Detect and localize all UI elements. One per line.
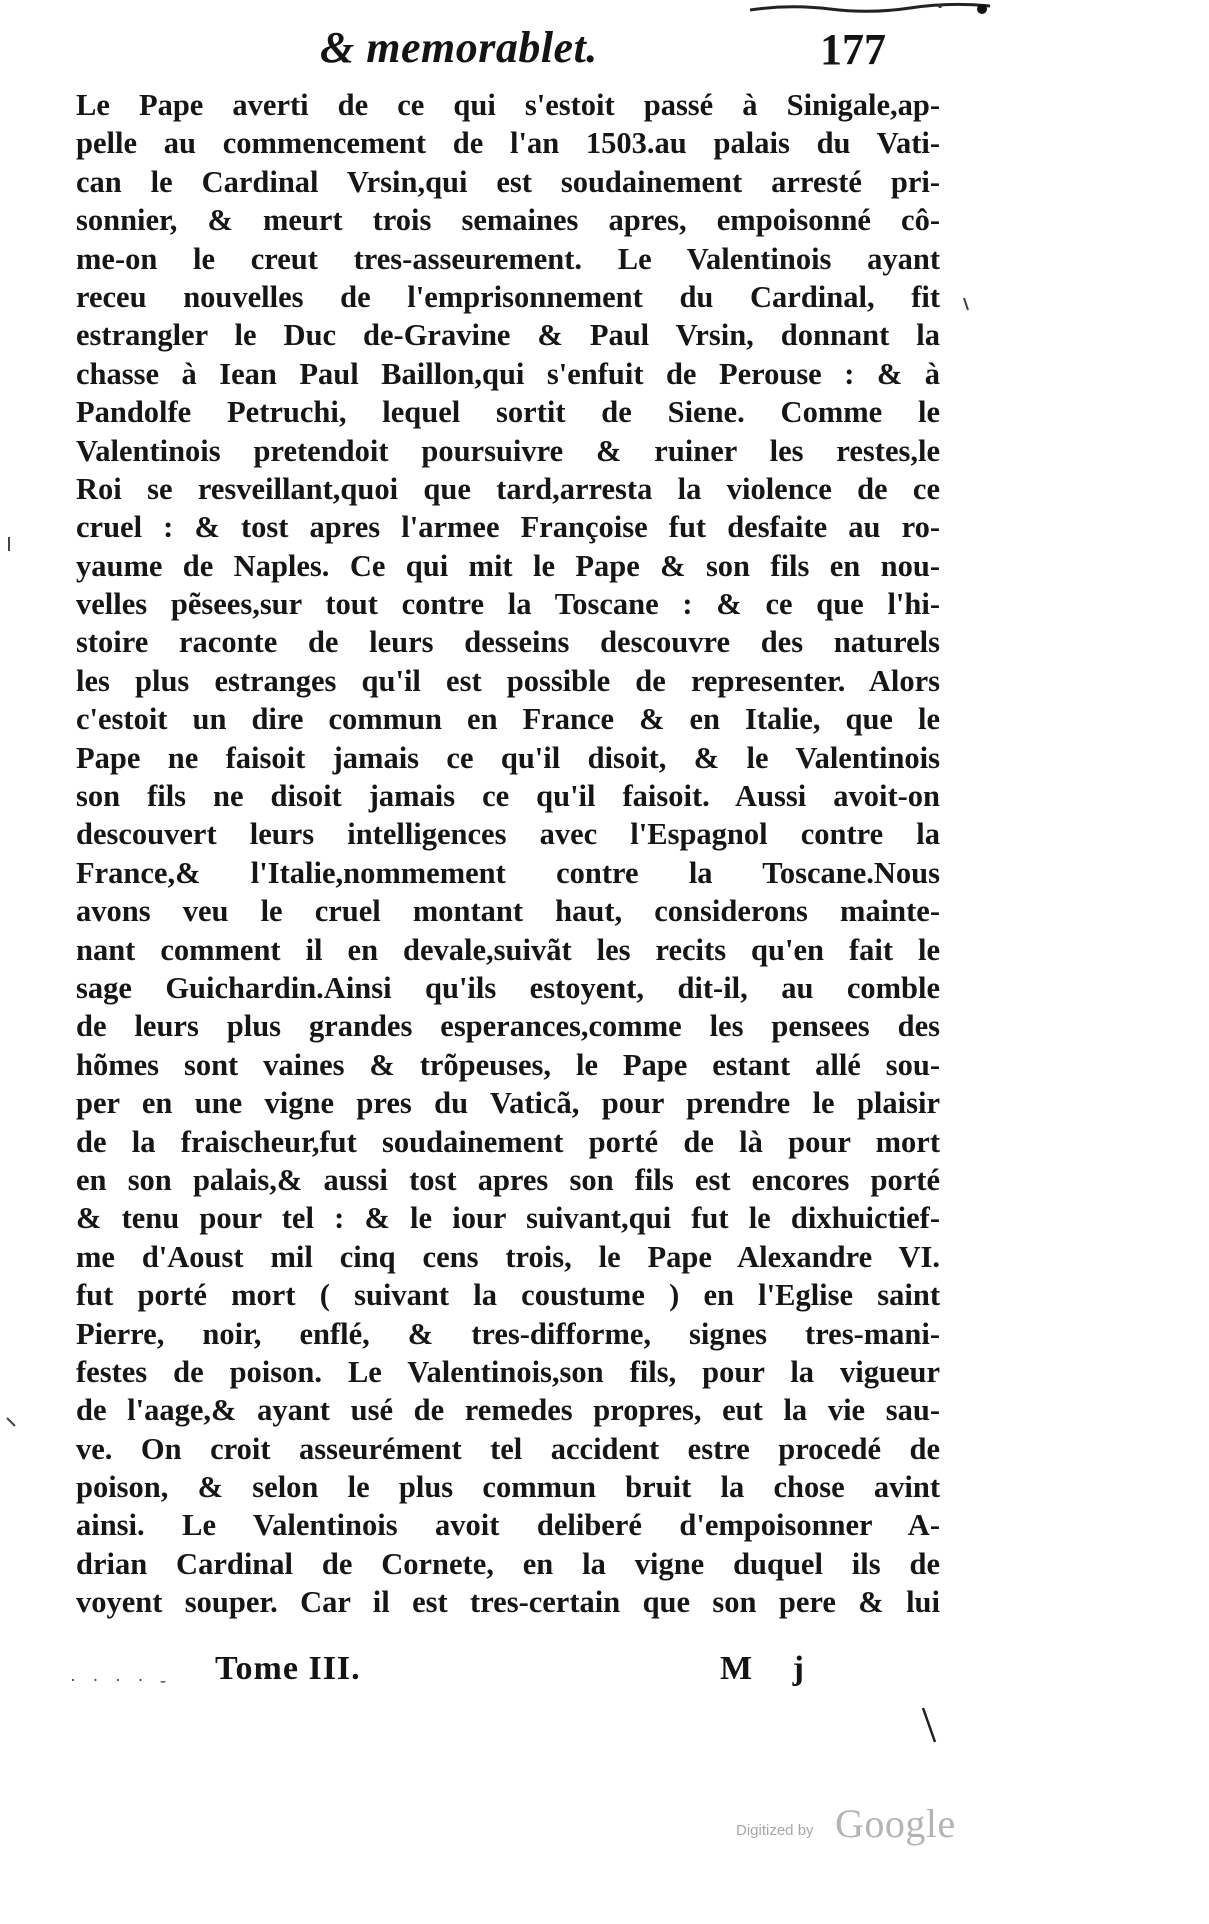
top-scan-smudge	[750, 0, 1000, 18]
text-line: & tenu pour tel : & le iour suivant,qui fut le dixhuictief-	[76, 1201, 940, 1236]
footer-signature-mark: M j	[720, 1650, 820, 1687]
text-line: per en une vigne pres du Vaticã, pour prendre le plaisir	[76, 1086, 940, 1121]
text-line: cruel : & tost apres l'armee Françoise fut desfaite au ro-	[76, 510, 940, 545]
text-line: can le Cardinal Vrsin,qui est soudainement arresté pri-	[76, 164, 940, 199]
text-line: son fils ne disoit jamais ce qu'il faisoit. Aussi avoit-on	[76, 779, 940, 814]
text-line: hõmes sont vaines & trõpeuses, le Pape estant allé sou-	[76, 1047, 940, 1082]
text-line: me-on le creut tres-asseurement. Le Valentinois ayant	[76, 241, 940, 276]
digitized-by-google-watermark	[736, 1800, 996, 1848]
text-line: nant comment il en devale,suivãt les recits qu'en fait le	[76, 932, 940, 967]
footer-signature: Tome III.	[215, 1650, 361, 1687]
text-line: stoire raconte de leurs desseins descouvre des naturels	[76, 625, 940, 660]
text-line: ve. On croit asseurément tel accident estre procedé de	[76, 1431, 940, 1466]
text-line: en son palais,& aussi tost apres son fils est encores porté	[76, 1162, 940, 1197]
text-line: festes de poison. Le Valentinois,son fils, pour la vigueur	[76, 1354, 940, 1389]
text-line: voyent souper. Car il est tres-certain que son pere & lui	[76, 1585, 940, 1620]
text-line: Le Pape averti de ce qui s'estoit passé à Sinigale,ap-	[76, 88, 940, 122]
text-line: poison, & selon le plus commun bruit la chose avint	[76, 1470, 940, 1505]
text-line: de leurs plus grandes esperances,comme les pensees des	[76, 1009, 940, 1044]
text-line: pelle au commencement de l'an 1503.au palais du Vati-	[76, 126, 940, 161]
text-line: descouvert leurs intelligences avec l'Espagnol contre la	[76, 817, 940, 852]
body-text	[76, 86, 940, 1622]
text-line: Roi se resveillant,quoi que tard,arresta la violence de ce	[76, 471, 940, 506]
margin-tick-left	[5, 536, 13, 552]
text-line: drian Cardinal de Cornete, en la vigne duquel ils de	[76, 1546, 940, 1581]
text-line: France,& l'Italie,nommement contre la Toscane.Nous	[76, 855, 940, 890]
text-line: c'estoit un dire commun en France & en Italie, que le	[76, 702, 940, 737]
text-line: estrangler le Duc de-Gravine & Paul Vrsin, donnant la	[76, 318, 940, 353]
text-line: me d'Aoust mil cinq cens trois, le Pape Alexandre VI.	[76, 1239, 940, 1274]
text-line: yaume de Naples. Ce qui mit le Pape & son fils en nou-	[76, 548, 940, 583]
text-line: les plus estranges qu'il est possible de representer. Alors	[76, 663, 940, 698]
text-line: Valentinois pretendoit poursuivre & ruiner les restes,le	[76, 433, 940, 468]
text-line: sonnier, & meurt trois semaines apres, empoisonné cô-	[76, 203, 940, 238]
margin-stroke-bottom	[920, 1706, 940, 1746]
text-line: fut porté mort ( suivant la coustume ) en l'Eglise saint	[76, 1278, 940, 1313]
text-line: receu nouvelles de l'emprisonnement du Cardinal, fit	[76, 279, 940, 314]
running-head: & memorablet.	[320, 23, 598, 72]
text-line: Pape ne faisoit jamais ce qu'il disoit, & le Valentinois	[76, 740, 940, 775]
page-number: 177	[820, 25, 886, 74]
text-line: de l'aage,& ayant usé de remedes propres, eut la vie sau-	[76, 1393, 940, 1428]
text-line: velles pẽsees,sur tout contre la Toscane : & ce que l'hi-	[76, 587, 940, 622]
watermark-prefix: Digitized by	[736, 1822, 814, 1839]
footer-dots: · · · · -	[70, 1670, 172, 1690]
text-line: chasse à Iean Paul Baillon,qui s'enfuit de Perouse : & à	[76, 356, 940, 391]
margin-tick-left-lower	[6, 1416, 16, 1428]
text-line: avons veu le cruel montant haut, considerons mainte-	[76, 894, 940, 929]
margin-tick-right	[962, 296, 970, 312]
text-line: Pierre, noir, enflé, & tres-difforme, signes tres-mani-	[76, 1316, 940, 1351]
text-line: ainsi. Le Valentinois avoit deliberé d'empoisonner A-	[76, 1508, 940, 1543]
text-line: sage Guichardin.Ainsi qu'ils estoyent, dit-il, au comble	[76, 970, 940, 1005]
google-logo: Google	[835, 1801, 956, 1846]
text-line: de la fraischeur,fut soudainement porté de là pour mort	[76, 1124, 940, 1159]
text-line: Pandolfe Petruchi, lequel sortit de Siene. Comme le	[76, 395, 940, 430]
